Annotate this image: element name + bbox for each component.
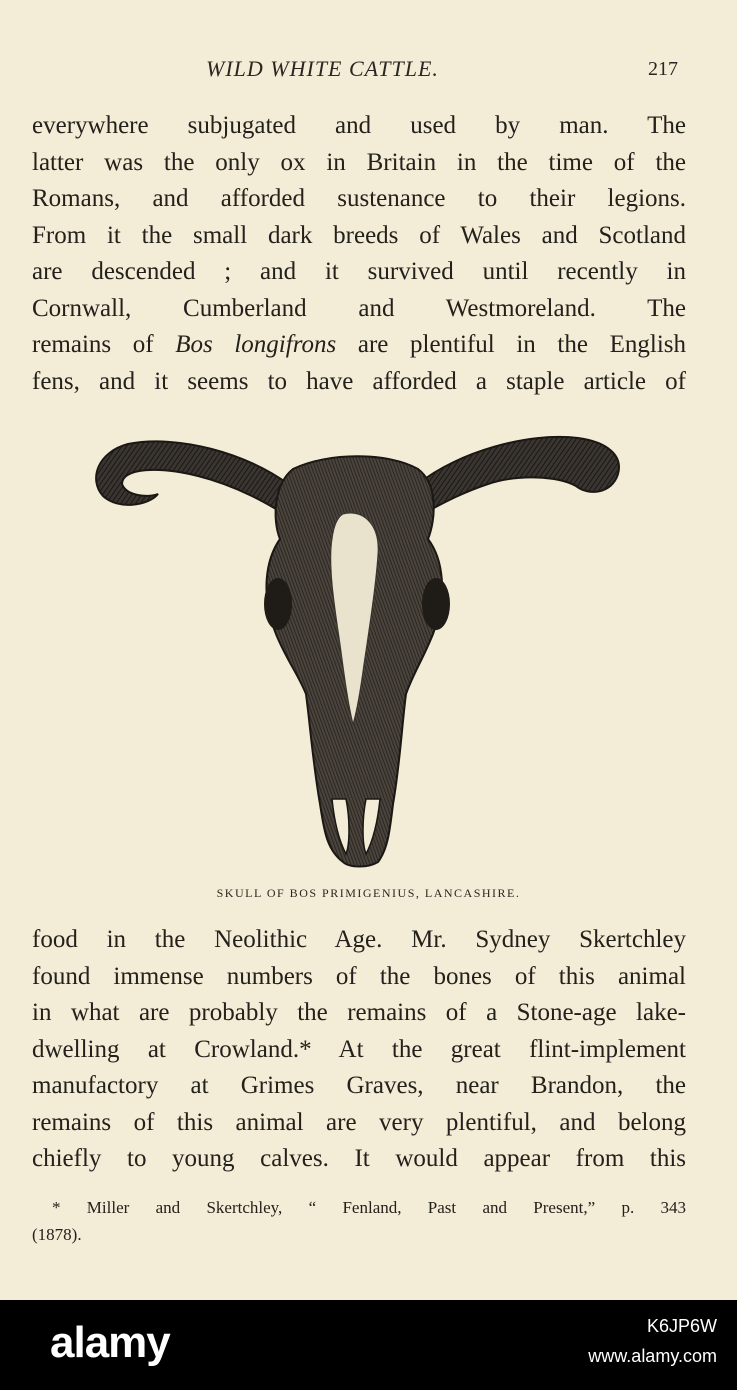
text-line: Cornwall, Cumberland and Westmoreland. The [32, 294, 686, 322]
right-horn [413, 437, 619, 519]
footnote [32, 1194, 686, 1248]
text-run: are plentiful in the English [336, 331, 686, 358]
left-horn [96, 441, 293, 519]
alamy-logo: alamy [50, 1318, 170, 1367]
eye-socket [422, 578, 450, 630]
page-number: 217 [648, 58, 678, 80]
text-line: fens, and it seems to have afforded a staple article of [32, 367, 686, 395]
site-url: www.alamy.com [588, 1346, 717, 1366]
watermark-bar [0, 1300, 737, 1390]
text-line: remains of this animal are very plentiful, and belong [32, 1108, 686, 1136]
text-run: remains of [32, 331, 176, 358]
text-line: dwelling at Crowland.* At the great flint-implement [32, 1035, 686, 1063]
text-line: found immense numbers of the bones of this animal [32, 962, 686, 990]
text-line: food in the Neolithic Age. Mr. Sydney Skertchley [32, 926, 686, 953]
bottom-paragraph [32, 922, 686, 1178]
text-line: latter was the only ox in Britain in the time of the [32, 148, 686, 176]
text-line: everywhere subjugated and used by man. The [32, 112, 686, 139]
text-line: From it the small dark breeds of Wales and Scotland [32, 221, 686, 249]
footnote-line: (1878). [32, 1225, 82, 1244]
species-name: Bos longifrons [175, 331, 337, 358]
top-paragraph [32, 108, 686, 400]
text-line: are descended ; and it survived until recently in [32, 258, 686, 285]
running-title: WILD WHITE CATTLE. [206, 56, 439, 81]
text-line: manufactory at Grimes Graves, near Brandon, the [32, 1072, 686, 1099]
eye-socket [264, 578, 292, 630]
footnote-line: * Miller and Skertchley, “ Fenland, Past and Present,” p. 343 [52, 1198, 686, 1217]
text-line: in what are probably the remains of a Stone-age lake- [32, 999, 686, 1026]
text-line: Romans, and afforded sustenance to their legions. [32, 185, 686, 212]
text-line [32, 327, 686, 364]
page-header [0, 52, 737, 88]
text-line: chiefly to young calves. It would appear from this [32, 1145, 686, 1172]
image-id: K6JP6W [646, 1316, 717, 1336]
skull-illustration [88, 424, 628, 872]
figure-caption: SKULL OF BOS PRIMIGENIUS, LANCASHIRE. [216, 886, 521, 900]
